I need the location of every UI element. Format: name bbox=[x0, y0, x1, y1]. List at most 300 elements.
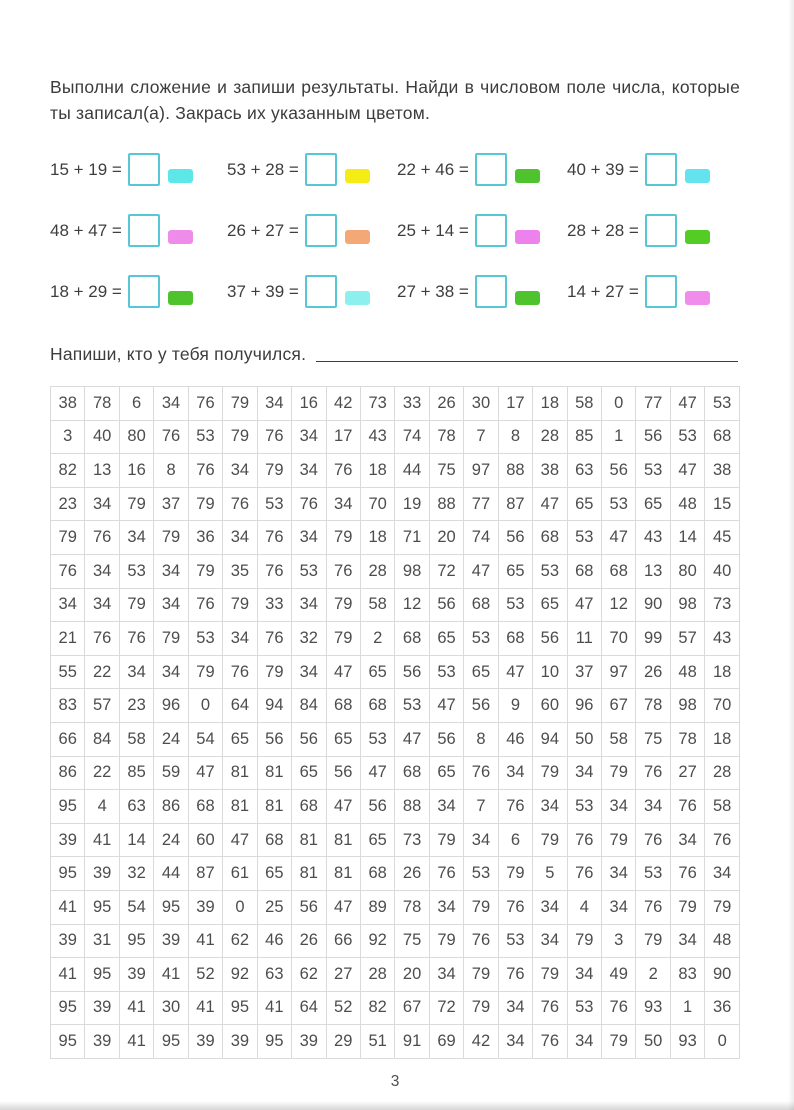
grid-cell[interactable]: 25 bbox=[257, 890, 291, 924]
grid-cell[interactable]: 85 bbox=[119, 756, 153, 790]
grid-cell[interactable]: 81 bbox=[292, 857, 326, 891]
grid-cell[interactable]: 72 bbox=[429, 554, 463, 588]
grid-cell[interactable]: 34 bbox=[602, 790, 636, 824]
grid-cell[interactable]: 10 bbox=[533, 655, 567, 689]
grid-cell[interactable]: 24 bbox=[154, 823, 188, 857]
grid-cell[interactable]: 47 bbox=[670, 454, 704, 488]
grid-cell[interactable]: 44 bbox=[395, 454, 429, 488]
grid-cell[interactable]: 76 bbox=[223, 487, 257, 521]
grid-cell[interactable]: 34 bbox=[223, 622, 257, 656]
grid-cell[interactable]: 78 bbox=[85, 387, 119, 421]
grid-cell[interactable]: 81 bbox=[257, 756, 291, 790]
grid-cell[interactable]: 13 bbox=[85, 454, 119, 488]
grid-cell[interactable]: 20 bbox=[395, 958, 429, 992]
grid-cell[interactable]: 53 bbox=[533, 554, 567, 588]
grid-cell[interactable]: 15 bbox=[705, 487, 740, 521]
grid-cell[interactable]: 47 bbox=[360, 756, 394, 790]
grid-cell[interactable]: 39 bbox=[85, 991, 119, 1025]
grid-cell[interactable]: 47 bbox=[326, 890, 360, 924]
grid-cell[interactable]: 38 bbox=[705, 454, 740, 488]
grid-cell[interactable]: 39 bbox=[188, 1025, 222, 1059]
grid-cell[interactable]: 18 bbox=[360, 454, 394, 488]
grid-cell[interactable]: 64 bbox=[223, 689, 257, 723]
grid-cell[interactable]: 79 bbox=[257, 655, 291, 689]
grid-cell[interactable]: 76 bbox=[498, 790, 532, 824]
grid-cell[interactable]: 95 bbox=[257, 1025, 291, 1059]
grid-cell[interactable]: 75 bbox=[429, 454, 463, 488]
grid-cell[interactable]: 45 bbox=[705, 521, 740, 555]
grid-cell[interactable]: 0 bbox=[188, 689, 222, 723]
grid-cell[interactable]: 48 bbox=[705, 924, 740, 958]
grid-cell[interactable]: 79 bbox=[188, 487, 222, 521]
grid-cell[interactable]: 34 bbox=[119, 521, 153, 555]
answer-box[interactable] bbox=[305, 153, 337, 186]
grid-cell[interactable]: 76 bbox=[533, 991, 567, 1025]
grid-cell[interactable]: 34 bbox=[154, 387, 188, 421]
grid-cell[interactable]: 56 bbox=[292, 890, 326, 924]
grid-cell[interactable]: 79 bbox=[533, 958, 567, 992]
grid-cell[interactable]: 98 bbox=[670, 588, 704, 622]
grid-cell[interactable]: 53 bbox=[188, 420, 222, 454]
grid-cell[interactable]: 65 bbox=[257, 857, 291, 891]
grid-cell[interactable]: 34 bbox=[292, 655, 326, 689]
grid-cell[interactable]: 74 bbox=[464, 521, 498, 555]
grid-cell[interactable]: 80 bbox=[119, 420, 153, 454]
grid-cell[interactable]: 53 bbox=[395, 689, 429, 723]
grid-cell[interactable]: 68 bbox=[257, 823, 291, 857]
grid-cell[interactable]: 88 bbox=[395, 790, 429, 824]
grid-cell[interactable]: 89 bbox=[360, 890, 394, 924]
grid-cell[interactable]: 12 bbox=[395, 588, 429, 622]
grid-cell[interactable]: 38 bbox=[533, 454, 567, 488]
grid-cell[interactable]: 78 bbox=[670, 722, 704, 756]
grid-cell[interactable]: 79 bbox=[533, 823, 567, 857]
grid-cell[interactable]: 79 bbox=[602, 1025, 636, 1059]
grid-cell[interactable]: 47 bbox=[223, 823, 257, 857]
grid-cell[interactable]: 53 bbox=[498, 588, 532, 622]
grid-cell[interactable]: 34 bbox=[670, 924, 704, 958]
grid-cell[interactable]: 34 bbox=[602, 857, 636, 891]
grid-cell[interactable]: 76 bbox=[602, 991, 636, 1025]
grid-cell[interactable]: 50 bbox=[636, 1025, 670, 1059]
grid-cell[interactable]: 79 bbox=[567, 924, 601, 958]
grid-cell[interactable]: 39 bbox=[119, 958, 153, 992]
grid-cell[interactable]: 58 bbox=[602, 722, 636, 756]
grid-cell[interactable]: 50 bbox=[567, 722, 601, 756]
grid-cell[interactable]: 34 bbox=[533, 924, 567, 958]
answer-box[interactable] bbox=[128, 275, 160, 308]
grid-cell[interactable]: 68 bbox=[602, 554, 636, 588]
grid-cell[interactable]: 79 bbox=[223, 588, 257, 622]
grid-cell[interactable]: 6 bbox=[498, 823, 532, 857]
grid-cell[interactable]: 52 bbox=[188, 958, 222, 992]
grid-cell[interactable]: 87 bbox=[498, 487, 532, 521]
grid-cell[interactable]: 79 bbox=[464, 958, 498, 992]
grid-cell[interactable]: 39 bbox=[292, 1025, 326, 1059]
grid-cell[interactable]: 99 bbox=[636, 622, 670, 656]
grid-cell[interactable]: 63 bbox=[119, 790, 153, 824]
grid-cell[interactable]: 36 bbox=[188, 521, 222, 555]
grid-cell[interactable]: 32 bbox=[292, 622, 326, 656]
grid-cell[interactable]: 56 bbox=[429, 588, 463, 622]
grid-cell[interactable]: 79 bbox=[498, 857, 532, 891]
grid-cell[interactable]: 79 bbox=[326, 521, 360, 555]
grid-cell[interactable]: 85 bbox=[567, 420, 601, 454]
grid-cell[interactable]: 34 bbox=[326, 487, 360, 521]
grid-cell[interactable]: 28 bbox=[360, 554, 394, 588]
grid-cell[interactable]: 21 bbox=[51, 622, 85, 656]
grid-cell[interactable]: 56 bbox=[636, 420, 670, 454]
grid-cell[interactable]: 20 bbox=[429, 521, 463, 555]
grid-cell[interactable]: 56 bbox=[326, 756, 360, 790]
grid-cell[interactable]: 40 bbox=[705, 554, 740, 588]
grid-cell[interactable]: 68 bbox=[567, 554, 601, 588]
grid-cell[interactable]: 53 bbox=[636, 857, 670, 891]
grid-cell[interactable]: 34 bbox=[257, 387, 291, 421]
grid-cell[interactable]: 62 bbox=[223, 924, 257, 958]
grid-cell[interactable]: 40 bbox=[85, 420, 119, 454]
grid-cell[interactable]: 95 bbox=[51, 1025, 85, 1059]
grid-cell[interactable]: 56 bbox=[498, 521, 532, 555]
grid-cell[interactable]: 34 bbox=[85, 554, 119, 588]
answer-box[interactable] bbox=[475, 214, 507, 247]
grid-cell[interactable]: 76 bbox=[257, 521, 291, 555]
grid-cell[interactable]: 68 bbox=[326, 689, 360, 723]
grid-cell[interactable]: 8 bbox=[154, 454, 188, 488]
grid-cell[interactable]: 79 bbox=[464, 890, 498, 924]
grid-cell[interactable]: 47 bbox=[498, 655, 532, 689]
grid-cell[interactable]: 68 bbox=[360, 689, 394, 723]
grid-cell[interactable]: 65 bbox=[429, 622, 463, 656]
grid-cell[interactable]: 12 bbox=[602, 588, 636, 622]
grid-cell[interactable]: 41 bbox=[154, 958, 188, 992]
grid-cell[interactable]: 41 bbox=[51, 958, 85, 992]
grid-cell[interactable]: 53 bbox=[257, 487, 291, 521]
grid-cell[interactable]: 22 bbox=[85, 756, 119, 790]
grid-cell[interactable]: 18 bbox=[705, 722, 740, 756]
grid-cell[interactable]: 42 bbox=[464, 1025, 498, 1059]
grid-cell[interactable]: 55 bbox=[51, 655, 85, 689]
grid-cell[interactable]: 79 bbox=[670, 890, 704, 924]
grid-cell[interactable]: 79 bbox=[223, 387, 257, 421]
grid-cell[interactable]: 29 bbox=[326, 1025, 360, 1059]
grid-cell[interactable]: 13 bbox=[636, 554, 670, 588]
grid-cell[interactable]: 4 bbox=[567, 890, 601, 924]
grid-cell[interactable]: 46 bbox=[257, 924, 291, 958]
grid-cell[interactable]: 34 bbox=[602, 890, 636, 924]
grid-cell[interactable]: 34 bbox=[498, 1025, 532, 1059]
grid-cell[interactable]: 66 bbox=[326, 924, 360, 958]
grid-cell[interactable]: 39 bbox=[51, 924, 85, 958]
grid-cell[interactable]: 27 bbox=[326, 958, 360, 992]
grid-cell[interactable]: 79 bbox=[154, 622, 188, 656]
grid-cell[interactable]: 81 bbox=[326, 823, 360, 857]
grid-cell[interactable]: 47 bbox=[567, 588, 601, 622]
grid-cell[interactable]: 83 bbox=[670, 958, 704, 992]
grid-cell[interactable]: 22 bbox=[85, 655, 119, 689]
grid-cell[interactable]: 79 bbox=[602, 756, 636, 790]
grid-cell[interactable]: 91 bbox=[395, 1025, 429, 1059]
grid-cell[interactable]: 2 bbox=[636, 958, 670, 992]
grid-cell[interactable]: 53 bbox=[567, 790, 601, 824]
grid-cell[interactable]: 79 bbox=[636, 924, 670, 958]
grid-cell[interactable]: 79 bbox=[429, 924, 463, 958]
grid-cell[interactable]: 88 bbox=[429, 487, 463, 521]
grid-cell[interactable]: 81 bbox=[257, 790, 291, 824]
grid-cell[interactable]: 53 bbox=[602, 487, 636, 521]
grid-cell[interactable]: 52 bbox=[326, 991, 360, 1025]
grid-cell[interactable]: 86 bbox=[51, 756, 85, 790]
grid-cell[interactable]: 79 bbox=[119, 487, 153, 521]
grid-cell[interactable]: 84 bbox=[292, 689, 326, 723]
grid-cell[interactable]: 34 bbox=[292, 420, 326, 454]
grid-cell[interactable]: 53 bbox=[188, 622, 222, 656]
grid-cell[interactable]: 90 bbox=[636, 588, 670, 622]
grid-cell[interactable]: 66 bbox=[51, 722, 85, 756]
grid-cell[interactable]: 34 bbox=[292, 521, 326, 555]
grid-cell[interactable]: 68 bbox=[498, 622, 532, 656]
grid-cell[interactable]: 56 bbox=[464, 689, 498, 723]
grid-cell[interactable]: 34 bbox=[533, 890, 567, 924]
grid-cell[interactable]: 23 bbox=[119, 689, 153, 723]
grid-cell[interactable]: 5 bbox=[533, 857, 567, 891]
grid-cell[interactable]: 73 bbox=[705, 588, 740, 622]
grid-cell[interactable]: 34 bbox=[705, 857, 740, 891]
grid-cell[interactable]: 65 bbox=[498, 554, 532, 588]
grid-cell[interactable]: 79 bbox=[154, 521, 188, 555]
grid-cell[interactable]: 34 bbox=[567, 958, 601, 992]
grid-cell[interactable]: 79 bbox=[533, 756, 567, 790]
grid-cell[interactable]: 6 bbox=[119, 387, 153, 421]
grid-cell[interactable]: 76 bbox=[670, 857, 704, 891]
grid-cell[interactable]: 28 bbox=[705, 756, 740, 790]
grid-cell[interactable]: 65 bbox=[429, 756, 463, 790]
grid-cell[interactable]: 81 bbox=[223, 790, 257, 824]
grid-cell[interactable]: 79 bbox=[602, 823, 636, 857]
grid-cell[interactable]: 39 bbox=[154, 924, 188, 958]
grid-cell[interactable]: 95 bbox=[223, 991, 257, 1025]
grid-cell[interactable]: 76 bbox=[188, 454, 222, 488]
grid-cell[interactable]: 47 bbox=[429, 689, 463, 723]
grid-cell[interactable]: 41 bbox=[85, 823, 119, 857]
answer-box[interactable] bbox=[305, 214, 337, 247]
grid-cell[interactable]: 34 bbox=[223, 521, 257, 555]
grid-cell[interactable]: 93 bbox=[636, 991, 670, 1025]
grid-cell[interactable]: 34 bbox=[119, 655, 153, 689]
grid-cell[interactable]: 76 bbox=[85, 521, 119, 555]
grid-cell[interactable]: 34 bbox=[498, 991, 532, 1025]
grid-cell[interactable]: 26 bbox=[429, 387, 463, 421]
grid-cell[interactable]: 56 bbox=[602, 454, 636, 488]
grid-cell[interactable]: 61 bbox=[223, 857, 257, 891]
grid-cell[interactable]: 34 bbox=[498, 756, 532, 790]
grid-cell[interactable]: 34 bbox=[429, 958, 463, 992]
grid-cell[interactable]: 28 bbox=[360, 958, 394, 992]
grid-cell[interactable]: 0 bbox=[705, 1025, 740, 1059]
grid-cell[interactable]: 33 bbox=[395, 387, 429, 421]
grid-cell[interactable]: 30 bbox=[464, 387, 498, 421]
grid-cell[interactable]: 46 bbox=[498, 722, 532, 756]
grid-cell[interactable]: 76 bbox=[292, 487, 326, 521]
grid-cell[interactable]: 76 bbox=[705, 823, 740, 857]
grid-cell[interactable]: 1 bbox=[602, 420, 636, 454]
grid-cell[interactable]: 65 bbox=[533, 588, 567, 622]
grid-cell[interactable]: 34 bbox=[670, 823, 704, 857]
grid-cell[interactable]: 71 bbox=[395, 521, 429, 555]
grid-cell[interactable]: 64 bbox=[292, 991, 326, 1025]
grid-cell[interactable]: 53 bbox=[360, 722, 394, 756]
grid-cell[interactable]: 98 bbox=[395, 554, 429, 588]
grid-cell[interactable]: 70 bbox=[360, 487, 394, 521]
grid-cell[interactable]: 65 bbox=[223, 722, 257, 756]
grid-cell[interactable]: 34 bbox=[154, 554, 188, 588]
grid-cell[interactable]: 3 bbox=[51, 420, 85, 454]
grid-cell[interactable]: 68 bbox=[533, 521, 567, 555]
grid-cell[interactable]: 70 bbox=[602, 622, 636, 656]
grid-cell[interactable]: 95 bbox=[154, 890, 188, 924]
grid-cell[interactable]: 82 bbox=[51, 454, 85, 488]
grid-cell[interactable]: 31 bbox=[85, 924, 119, 958]
grid-cell[interactable]: 79 bbox=[223, 420, 257, 454]
grid-cell[interactable]: 77 bbox=[636, 387, 670, 421]
grid-cell[interactable]: 65 bbox=[326, 722, 360, 756]
grid-cell[interactable]: 76 bbox=[223, 655, 257, 689]
grid-cell[interactable]: 14 bbox=[119, 823, 153, 857]
grid-cell[interactable]: 76 bbox=[188, 387, 222, 421]
grid-cell[interactable]: 26 bbox=[292, 924, 326, 958]
grid-cell[interactable]: 56 bbox=[292, 722, 326, 756]
grid-cell[interactable]: 53 bbox=[567, 521, 601, 555]
grid-cell[interactable]: 76 bbox=[498, 958, 532, 992]
grid-cell[interactable]: 63 bbox=[257, 958, 291, 992]
grid-cell[interactable]: 68 bbox=[705, 420, 740, 454]
grid-cell[interactable]: 58 bbox=[119, 722, 153, 756]
grid-cell[interactable]: 78 bbox=[429, 420, 463, 454]
grid-cell[interactable]: 53 bbox=[464, 622, 498, 656]
grid-cell[interactable]: 28 bbox=[533, 420, 567, 454]
grid-cell[interactable]: 68 bbox=[188, 790, 222, 824]
grid-cell[interactable]: 68 bbox=[360, 857, 394, 891]
grid-cell[interactable]: 34 bbox=[429, 790, 463, 824]
grid-cell[interactable]: 76 bbox=[257, 554, 291, 588]
grid-cell[interactable]: 26 bbox=[395, 857, 429, 891]
grid-cell[interactable]: 16 bbox=[119, 454, 153, 488]
grid-cell[interactable]: 76 bbox=[51, 554, 85, 588]
grid-cell[interactable]: 74 bbox=[395, 420, 429, 454]
grid-cell[interactable]: 16 bbox=[292, 387, 326, 421]
grid-cell[interactable]: 19 bbox=[395, 487, 429, 521]
grid-cell[interactable]: 79 bbox=[119, 588, 153, 622]
grid-cell[interactable]: 58 bbox=[360, 588, 394, 622]
grid-cell[interactable]: 87 bbox=[188, 857, 222, 891]
grid-cell[interactable]: 56 bbox=[360, 790, 394, 824]
grid-cell[interactable]: 39 bbox=[223, 1025, 257, 1059]
grid-cell[interactable]: 23 bbox=[51, 487, 85, 521]
grid-cell[interactable]: 34 bbox=[533, 790, 567, 824]
grid-cell[interactable]: 53 bbox=[292, 554, 326, 588]
grid-cell[interactable]: 18 bbox=[705, 655, 740, 689]
grid-cell[interactable]: 41 bbox=[188, 991, 222, 1025]
grid-cell[interactable]: 63 bbox=[567, 454, 601, 488]
grid-cell[interactable]: 53 bbox=[670, 420, 704, 454]
grid-cell[interactable]: 39 bbox=[85, 857, 119, 891]
grid-cell[interactable]: 34 bbox=[51, 588, 85, 622]
grid-cell[interactable]: 37 bbox=[154, 487, 188, 521]
grid-cell[interactable]: 68 bbox=[395, 756, 429, 790]
grid-cell[interactable]: 51 bbox=[360, 1025, 394, 1059]
grid-cell[interactable]: 88 bbox=[498, 454, 532, 488]
grid-cell[interactable]: 34 bbox=[292, 588, 326, 622]
grid-cell[interactable]: 47 bbox=[670, 387, 704, 421]
grid-cell[interactable]: 39 bbox=[85, 1025, 119, 1059]
grid-cell[interactable]: 78 bbox=[395, 890, 429, 924]
grid-cell[interactable]: 90 bbox=[705, 958, 740, 992]
grid-cell[interactable]: 3 bbox=[602, 924, 636, 958]
grid-cell[interactable]: 62 bbox=[292, 958, 326, 992]
grid-cell[interactable]: 47 bbox=[188, 756, 222, 790]
grid-cell[interactable]: 47 bbox=[326, 790, 360, 824]
grid-cell[interactable]: 34 bbox=[429, 890, 463, 924]
grid-cell[interactable]: 77 bbox=[464, 487, 498, 521]
grid-cell[interactable]: 92 bbox=[360, 924, 394, 958]
grid-cell[interactable]: 68 bbox=[395, 622, 429, 656]
grid-cell[interactable]: 68 bbox=[464, 588, 498, 622]
grid-cell[interactable]: 75 bbox=[636, 722, 670, 756]
grid-cell[interactable]: 43 bbox=[705, 622, 740, 656]
grid-cell[interactable]: 81 bbox=[326, 857, 360, 891]
grid-cell[interactable]: 65 bbox=[464, 655, 498, 689]
grid-cell[interactable]: 53 bbox=[429, 655, 463, 689]
grid-cell[interactable]: 76 bbox=[154, 420, 188, 454]
grid-cell[interactable]: 41 bbox=[119, 991, 153, 1025]
grid-cell[interactable]: 53 bbox=[498, 924, 532, 958]
grid-cell[interactable]: 36 bbox=[705, 991, 740, 1025]
grid-cell[interactable]: 9 bbox=[498, 689, 532, 723]
grid-cell[interactable]: 65 bbox=[360, 823, 394, 857]
grid-cell[interactable]: 57 bbox=[670, 622, 704, 656]
grid-cell[interactable]: 76 bbox=[533, 1025, 567, 1059]
grid-cell[interactable]: 34 bbox=[154, 655, 188, 689]
grid-cell[interactable]: 7 bbox=[464, 790, 498, 824]
grid-cell[interactable]: 65 bbox=[567, 487, 601, 521]
answer-box[interactable] bbox=[475, 275, 507, 308]
grid-cell[interactable]: 56 bbox=[395, 655, 429, 689]
grid-cell[interactable]: 84 bbox=[85, 722, 119, 756]
grid-cell[interactable]: 47 bbox=[395, 722, 429, 756]
grid-cell[interactable]: 76 bbox=[567, 823, 601, 857]
grid-cell[interactable]: 17 bbox=[326, 420, 360, 454]
grid-cell[interactable]: 76 bbox=[119, 622, 153, 656]
grid-cell[interactable]: 95 bbox=[85, 958, 119, 992]
grid-cell[interactable]: 94 bbox=[257, 689, 291, 723]
grid-cell[interactable]: 8 bbox=[464, 722, 498, 756]
grid-cell[interactable]: 83 bbox=[51, 689, 85, 723]
grid-cell[interactable]: 53 bbox=[567, 991, 601, 1025]
grid-cell[interactable]: 32 bbox=[119, 857, 153, 891]
grid-cell[interactable]: 49 bbox=[602, 958, 636, 992]
grid-cell[interactable]: 76 bbox=[326, 554, 360, 588]
grid-cell[interactable]: 95 bbox=[119, 924, 153, 958]
grid-cell[interactable]: 14 bbox=[670, 521, 704, 555]
grid-cell[interactable]: 34 bbox=[85, 588, 119, 622]
grid-cell[interactable]: 34 bbox=[567, 1025, 601, 1059]
grid-cell[interactable]: 95 bbox=[51, 857, 85, 891]
grid-cell[interactable]: 39 bbox=[188, 890, 222, 924]
answer-box[interactable] bbox=[128, 153, 160, 186]
grid-cell[interactable]: 95 bbox=[154, 1025, 188, 1059]
grid-cell[interactable]: 80 bbox=[670, 554, 704, 588]
grid-cell[interactable]: 79 bbox=[429, 823, 463, 857]
